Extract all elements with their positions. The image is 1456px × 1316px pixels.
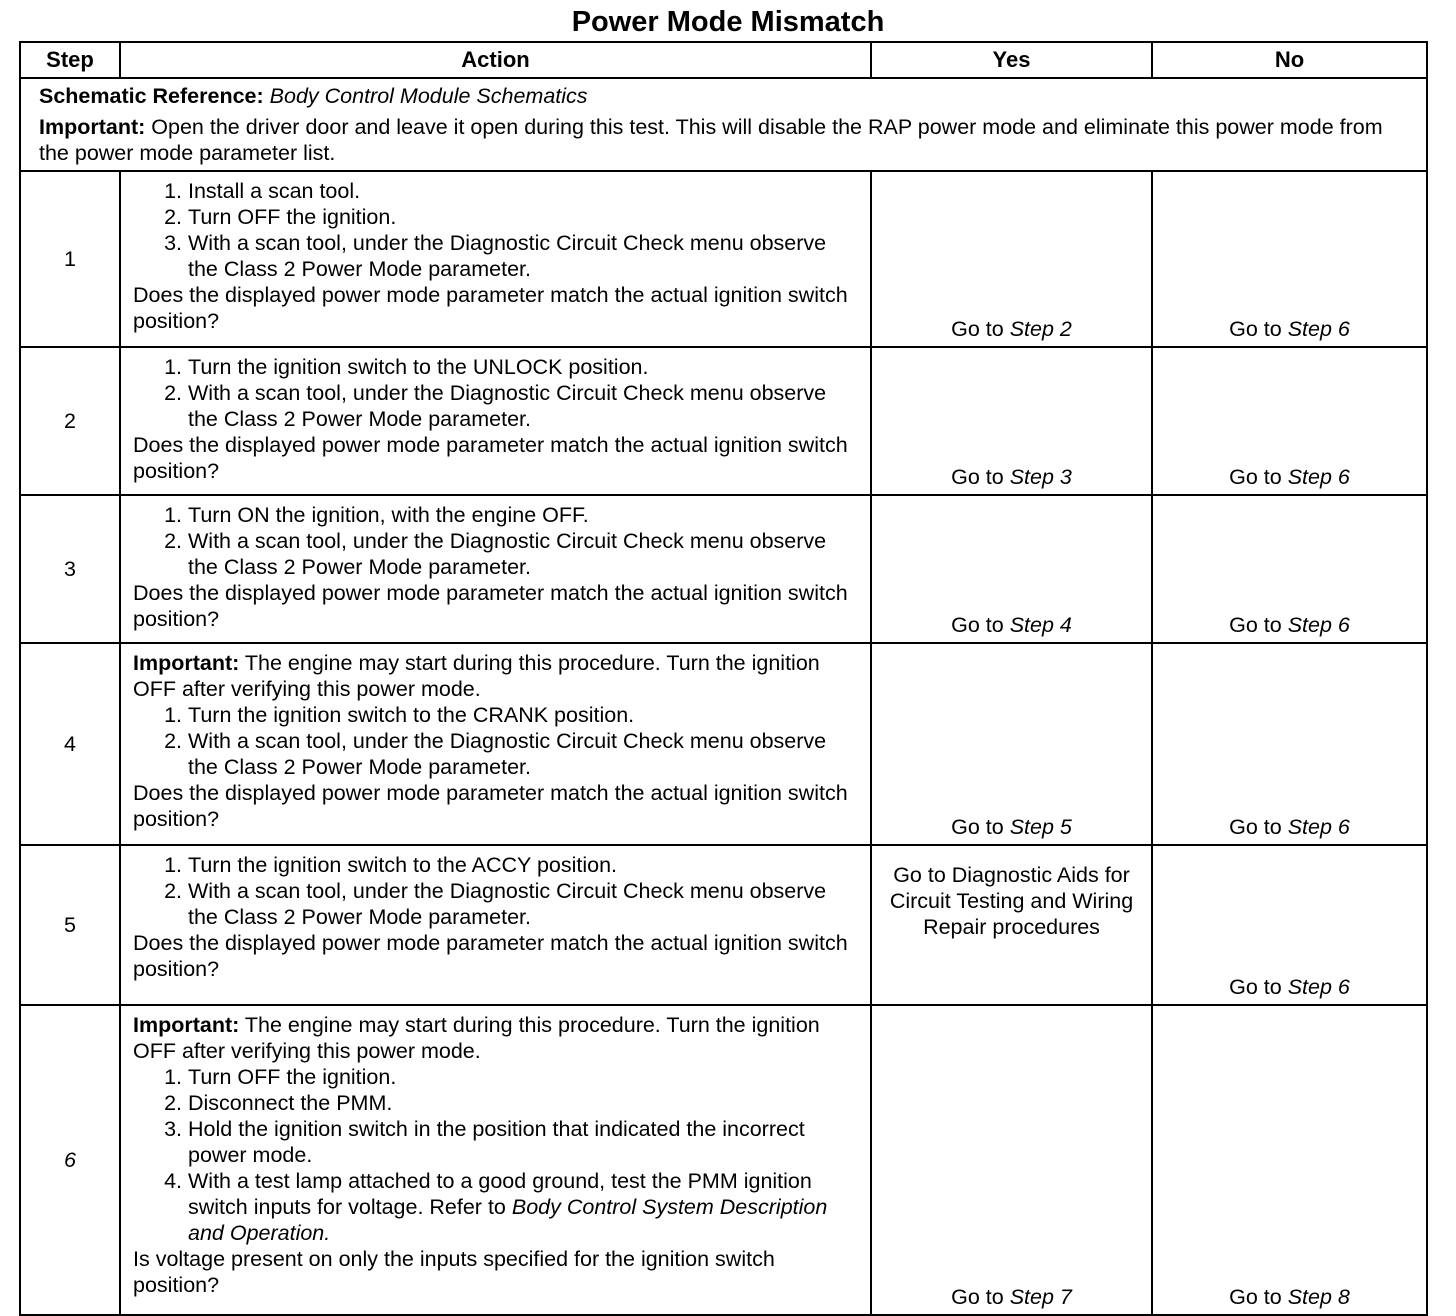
- action-list: [133, 178, 858, 282]
- table-row: [20, 643, 1427, 845]
- table-row: [20, 495, 1427, 643]
- important-label: Important:: [39, 115, 146, 139]
- no-cell: [1152, 845, 1427, 1005]
- diagnostic-aids-link[interactable]: Go to Diagnostic Aids for Circuit Testing and Wiring Repair procedures: [889, 863, 1134, 939]
- no-cell: [1152, 347, 1427, 495]
- no-step-link[interactable]: Step 6: [1287, 465, 1350, 489]
- action-list: [133, 354, 858, 432]
- system-description-link[interactable]: Body Control System Description and Operation.: [188, 1195, 828, 1245]
- question-text: Does the displayed power mode parameter match the actual ignition switch position?: [133, 931, 848, 981]
- list-item: 2. With a scan tool, under the Diagnostic Circuit Check menu observe the Class 2 Power Mode parameter.: [188, 380, 858, 432]
- no-step-link[interactable]: Step 6: [1287, 317, 1350, 341]
- yes-step-link[interactable]: Step 3: [1009, 465, 1072, 489]
- no-cell: [1152, 1005, 1427, 1315]
- list-item: 3. Hold the ignition switch in the position that indicated the incorrect power mode.: [188, 1116, 858, 1168]
- schematic-reference: [39, 83, 1408, 109]
- list-item: [188, 1168, 858, 1246]
- action-cell: [120, 845, 871, 1005]
- list-item: 2. With a scan tool, under the Diagnostic Circuit Check menu observe the Class 2 Power Mode parameter.: [188, 528, 858, 580]
- goto-prefix: Go to: [1229, 1285, 1282, 1309]
- yes-step-link[interactable]: Step 7: [1009, 1285, 1072, 1309]
- question-text: Does the displayed power mode parameter match the actual ignition switch position?: [133, 581, 848, 631]
- no-step-link[interactable]: Step 6: [1287, 613, 1350, 637]
- goto-prefix: Go to: [1229, 975, 1282, 999]
- no-cell: [1152, 495, 1427, 643]
- question-text: Does the displayed power mode parameter match the actual ignition switch position?: [133, 283, 848, 333]
- step-number: 6: [20, 1005, 120, 1315]
- header-row: [20, 42, 1427, 78]
- header-step: Step: [20, 42, 120, 78]
- no-cell: [1152, 171, 1427, 347]
- list-item: 1. Turn OFF the ignition.: [188, 1064, 858, 1090]
- yes-step-link[interactable]: Step 2: [1009, 317, 1072, 341]
- list-item: 1. Install a scan tool.: [188, 178, 858, 204]
- list-item: 1. Turn ON the ignition, with the engine OFF.: [188, 502, 858, 528]
- goto-prefix: Go to: [1229, 317, 1282, 341]
- list-item: 1. Turn the ignition switch to the CRANK position.: [188, 702, 858, 728]
- schematic-reference-label: Schematic Reference:: [39, 84, 264, 108]
- yes-cell: [871, 171, 1152, 347]
- list-item: 2. With a scan tool, under the Diagnostic Circuit Check menu observe the Class 2 Power Mode parameter.: [188, 728, 858, 780]
- important-note: [133, 650, 858, 702]
- table-row: [20, 845, 1427, 1005]
- reference-row: [20, 78, 1427, 171]
- action-list: [133, 852, 858, 930]
- yes-cell: [871, 347, 1152, 495]
- question-text: Does the displayed power mode parameter match the actual ignition switch position?: [133, 781, 848, 831]
- important-text: The engine may start during this procedure. Turn the ignition OFF after verifying this power mode.: [133, 1013, 820, 1063]
- diagnostic-table: [19, 41, 1428, 1316]
- goto-prefix: Go to: [1229, 465, 1282, 489]
- step-number: 2: [20, 347, 120, 495]
- important-label: Important:: [133, 1013, 240, 1037]
- schematic-reference-link[interactable]: Body Control Module Schematics: [269, 84, 588, 108]
- important-text: Open the driver door and leave it open during this test. This will disable the RAP power mode and eliminate this power mode from the power mode parameter list.: [39, 115, 1383, 165]
- no-step-link[interactable]: Step 8: [1287, 1285, 1350, 1309]
- action-list: [133, 702, 858, 780]
- no-step-link[interactable]: Step 6: [1287, 975, 1350, 999]
- list-item: 2. Turn OFF the ignition.: [188, 204, 858, 230]
- action-cell: [120, 171, 871, 347]
- list-item: 1. Turn the ignition switch to the ACCY position.: [188, 852, 858, 878]
- action-cell: [120, 1005, 871, 1315]
- yes-cell: [871, 495, 1152, 643]
- step-number: 4: [20, 643, 120, 845]
- goto-prefix: Go to: [1229, 613, 1282, 637]
- important-text: The engine may start during this procedure. Turn the ignition OFF after verifying this power mode.: [133, 651, 820, 701]
- table-row: [20, 171, 1427, 347]
- header-action: Action: [120, 42, 871, 78]
- list-item: 2. With a scan tool, under the Diagnostic Circuit Check menu observe the Class 2 Power Mode parameter.: [188, 878, 858, 930]
- goto-prefix: Go to: [951, 613, 1004, 637]
- list-item: 3. With a scan tool, under the Diagnostic Circuit Check menu observe the Class 2 Power Mode parameter.: [188, 230, 858, 282]
- page-title: Power Mode Mismatch: [571, 6, 885, 38]
- question-text: Does the displayed power mode parameter match the actual ignition switch position?: [133, 433, 848, 483]
- goto-prefix: Go to: [951, 465, 1004, 489]
- action-list: [133, 1064, 858, 1246]
- yes-cell: [871, 1005, 1152, 1315]
- no-cell: [1152, 643, 1427, 845]
- step-number: 1: [20, 171, 120, 347]
- header-yes: Yes: [871, 42, 1152, 78]
- goto-prefix: Go to: [1229, 815, 1282, 839]
- action-list: [133, 502, 858, 580]
- list-item: 2. Disconnect the PMM.: [188, 1090, 858, 1116]
- no-step-link[interactable]: Step 6: [1287, 815, 1350, 839]
- list-item-text: With a test lamp attached to a good ground, test the PMM ignition switch inputs for voltage. Refer to: [188, 1169, 812, 1219]
- yes-step-link[interactable]: Step 5: [1009, 815, 1072, 839]
- table-row: [20, 1005, 1427, 1315]
- goto-prefix: Go to: [951, 1285, 1004, 1309]
- reference-cell: [20, 78, 1427, 171]
- yes-cell: [871, 845, 1152, 1005]
- important-note: [133, 1012, 858, 1064]
- important-label: Important:: [133, 651, 240, 675]
- list-item: 1. Turn the ignition switch to the UNLOCK position.: [188, 354, 858, 380]
- step-number: 5: [20, 845, 120, 1005]
- table-row: [20, 347, 1427, 495]
- important-note: [39, 114, 1408, 166]
- goto-prefix: Go to: [951, 317, 1004, 341]
- action-cell: [120, 495, 871, 643]
- goto-prefix: Go to: [951, 815, 1004, 839]
- action-cell: [120, 643, 871, 845]
- header-no: No: [1152, 42, 1427, 78]
- yes-step-link[interactable]: Step 4: [1009, 613, 1072, 637]
- action-cell: [120, 347, 871, 495]
- question-text: Is voltage present on only the inputs specified for the ignition switch position?: [133, 1247, 775, 1297]
- step-number: 3: [20, 495, 120, 643]
- yes-cell: [871, 643, 1152, 845]
